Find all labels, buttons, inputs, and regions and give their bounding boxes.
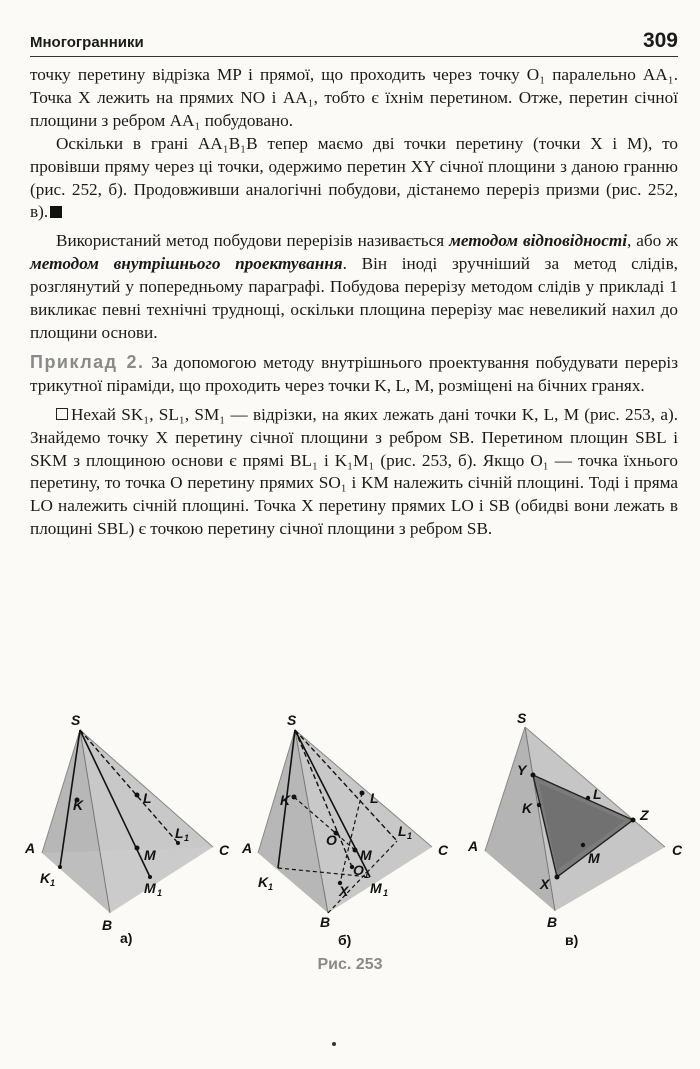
paragraph-2: [30, 133, 678, 225]
section-title: Многогранники: [30, 34, 144, 51]
label-l1: L: [175, 825, 184, 841]
pyramid-base-hint: [42, 847, 213, 913]
paragraph-1: точку перетину відрізка MP і прямої, що проходить через точку O₁ паралельно AA₁. Точка X лежить на прямих NO і AA₁, тобто є їхнім перетином. Отже, перетин січної площини з ребром AA₁ побудовано.: [30, 65, 678, 130]
label-m: M: [588, 850, 600, 866]
point-k: [292, 795, 297, 800]
label-z: Z: [640, 807, 649, 823]
label-b: B: [547, 914, 558, 930]
label-m1: M: [144, 880, 156, 896]
label-o1-sub: 1: [364, 870, 370, 880]
point-l: [135, 793, 140, 798]
label-a: A: [25, 840, 36, 856]
term-internal-projection: методом внутрішнього проектування: [30, 254, 343, 274]
label-m1-sub: 1: [157, 888, 163, 898]
label-k: K: [522, 800, 533, 816]
example-label: Приклад 2.: [30, 351, 145, 372]
label-s: S: [287, 712, 297, 728]
label-m: M: [360, 847, 372, 863]
example-2-text: За допомогою методу внутрішнього проектування побудувати переріз трикутної піраміди, що проходить через точки K, L, M, розміщені на бічних гранях.: [30, 352, 678, 395]
figure-b-label: б): [338, 932, 352, 948]
label-o: O: [326, 832, 337, 848]
paragraph-5-text: Нехай SK₁, SL₁, SM₁ — відрізки, на яких лежать дані точки K, L, M (рис. 253, а). Знайдемо точку X перетину січної площини з ребром SB. Перетином площин SBL і SKM з площиною основи є прямі BL₁ і K₁M₁ (рис. 253, б). Якщо O₁ — точка їхнього перетину, то точка O перетину прямих SO₁ і KM належить січній площині. Тоді і пряма LO належить січній площині. Точка X перетину прямих LO і SB (обидві вони лежать в площині SBL) є точкою перетину січної площини з ребром SB.: [30, 404, 678, 539]
label-k: K: [280, 792, 291, 808]
point-m1: [148, 875, 152, 879]
figure-c: [467, 710, 683, 948]
point-k: [537, 803, 541, 807]
label-l1-sub: 1: [407, 831, 413, 841]
point-k1: [58, 865, 62, 869]
example-2: [30, 351, 678, 398]
label-c: C: [438, 842, 449, 858]
paragraph-5: [30, 404, 678, 541]
label-m1: M: [370, 880, 382, 896]
label-k1: K: [40, 870, 51, 886]
end-of-proof-mark: [50, 206, 62, 218]
figure-a: [24, 712, 230, 946]
page-number: 309: [642, 29, 678, 52]
label-l1-sub: 1: [184, 833, 190, 843]
label-s: S: [71, 712, 81, 728]
paragraph-2-text: Оскільки в грані AA₁B₁B тепер маємо дві точки перетину (точки X і M), то провівши пряму через ці точки, одержимо перетин XY січної площини з даною гранню (рис. 252, б). Продовживши аналогічні побудови, дістанемо переріз призми (рис. 252, в).: [30, 133, 678, 222]
paragraph-3: [30, 230, 678, 345]
figure-a-label: а): [120, 930, 133, 946]
label-o1: O: [353, 862, 364, 878]
label-b: B: [320, 914, 331, 930]
label-a: A: [468, 838, 479, 854]
point-z: [631, 818, 636, 823]
point-l: [586, 796, 590, 800]
page-header: [30, 22, 678, 57]
point-m: [353, 848, 358, 853]
label-s: S: [517, 710, 527, 726]
page-bottom-dot: [332, 1042, 336, 1046]
label-c: C: [219, 842, 230, 858]
label-k: K: [73, 797, 84, 813]
term-method-correspondence: методом відповідності: [449, 231, 628, 251]
point-y: [531, 773, 536, 778]
label-l1: L: [398, 823, 407, 839]
figure-caption: Рис. 253: [317, 956, 383, 973]
label-k1-sub: 1: [50, 878, 56, 888]
label-m1-sub: 1: [383, 888, 389, 898]
page-body: [30, 64, 678, 541]
point-l1: [176, 841, 180, 845]
point-m: [581, 843, 585, 847]
figure-b: [241, 712, 449, 948]
label-c: C: [672, 842, 683, 858]
point-l: [360, 791, 365, 796]
paragraph-3-end: . Він іноді зручніший за метод слідів, розглянутий у попередньому параграфі. Побудова перерізу методом слідів у прикладі 1 викликає певні технічні труднощі, оскільки площина перерізу має невеликий нахил до площини основи.: [30, 254, 678, 342]
label-m: M: [144, 847, 156, 863]
label-x: X: [540, 876, 550, 892]
paragraph-3-mid: , або ж: [627, 231, 679, 251]
label-k1: K: [258, 874, 269, 890]
paragraph-3-start: Використаний метод побудови перерізів називається: [56, 231, 450, 251]
label-b: B: [102, 917, 113, 933]
label-l: L: [593, 786, 602, 802]
label-y: Y: [517, 762, 527, 778]
point-m: [135, 846, 140, 851]
point-x: [555, 875, 560, 880]
label-x: X: [339, 883, 349, 899]
label-a: A: [242, 840, 253, 856]
label-l: L: [143, 790, 152, 806]
figure-c-label: в): [565, 932, 579, 948]
start-of-solution-mark: [56, 408, 68, 420]
label-k1-sub: 1: [268, 882, 274, 892]
label-l: L: [370, 790, 379, 806]
